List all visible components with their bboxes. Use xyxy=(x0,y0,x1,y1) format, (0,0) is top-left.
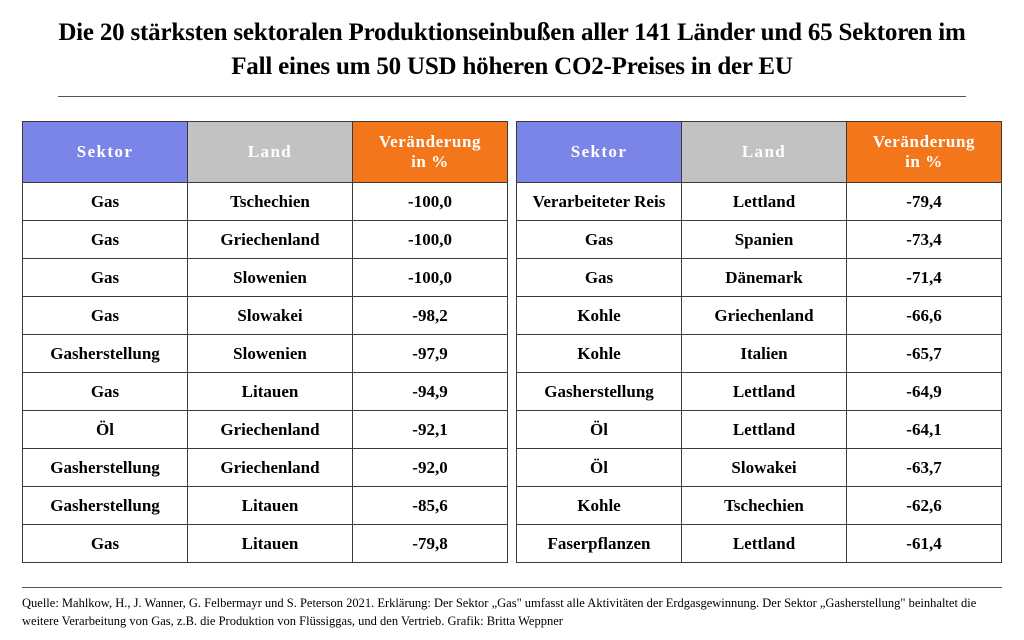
table-body-right xyxy=(517,183,1002,563)
header-row xyxy=(517,121,1002,183)
cell-veraenderung: -100,0 xyxy=(353,183,508,221)
cell-land: Tschechien xyxy=(188,183,353,221)
table-row xyxy=(23,487,508,525)
cell-sektor: Faserpflanzen xyxy=(517,525,682,563)
table-body-left xyxy=(23,183,508,563)
table-row xyxy=(23,335,508,373)
cell-sektor: Gas xyxy=(517,221,682,259)
cell-land: Slowakei xyxy=(682,449,847,487)
cell-veraenderung: -79,4 xyxy=(847,183,1002,221)
table-row xyxy=(517,259,1002,297)
table-row xyxy=(23,221,508,259)
cell-sektor: Gasherstellung xyxy=(23,335,188,373)
column-header-veraenderung-line1: Veränderung xyxy=(378,131,482,151)
cell-land: Griechenland xyxy=(188,221,353,259)
tables-container xyxy=(0,97,1024,564)
column-header-veraenderung-line1: Veränderung xyxy=(872,131,976,151)
cell-land: Griechenland xyxy=(188,449,353,487)
cell-land: Slowakei xyxy=(188,297,353,335)
cell-sektor: Gas xyxy=(23,183,188,221)
table-header-right xyxy=(517,121,1002,183)
source-footnote: Quelle: Mahlkow, H., J. Wanner, G. Felbermayr und S. Peterson 2021. Erklärung: Der Sektor „Gas" umfasst alle Aktivitäten der Erdgasgewinnung. Der Sektor „Gasherstellung" beinhaltet die weitere Verarbeitung von Gas, z.B. die Produktion von Flüssiggas, und den Vertrieb. Grafik: Britta Weppner xyxy=(22,595,977,628)
cell-sektor: Öl xyxy=(517,411,682,449)
cell-land: Griechenland xyxy=(682,297,847,335)
cell-sektor: Gas xyxy=(23,259,188,297)
cell-veraenderung: -94,9 xyxy=(353,373,508,411)
cell-sektor: Verarbeiteter Reis xyxy=(517,183,682,221)
cell-veraenderung: -85,6 xyxy=(353,487,508,525)
cell-veraenderung: -62,6 xyxy=(847,487,1002,525)
cell-veraenderung: -79,8 xyxy=(353,525,508,563)
cell-veraenderung: -65,7 xyxy=(847,335,1002,373)
cell-veraenderung: -61,4 xyxy=(847,525,1002,563)
cell-land: Litauen xyxy=(188,525,353,563)
cell-sektor: Gas xyxy=(23,221,188,259)
header-row xyxy=(23,121,508,183)
cell-land: Litauen xyxy=(188,487,353,525)
cell-veraenderung: -92,1 xyxy=(353,411,508,449)
cell-land: Lettland xyxy=(682,525,847,563)
footnote-divider xyxy=(22,587,1002,588)
cell-land: Slowenien xyxy=(188,259,353,297)
cell-sektor: Öl xyxy=(23,411,188,449)
table-row xyxy=(517,411,1002,449)
cell-sektor: Gas xyxy=(23,373,188,411)
cell-land: Spanien xyxy=(682,221,847,259)
cell-veraenderung: -100,0 xyxy=(353,221,508,259)
cell-land: Griechenland xyxy=(188,411,353,449)
table-header-left xyxy=(23,121,508,183)
column-header-sektor: Sektor xyxy=(517,121,682,183)
column-header-veraenderung xyxy=(353,121,508,183)
cell-sektor: Kohle xyxy=(517,297,682,335)
cell-land: Slowenien xyxy=(188,335,353,373)
table-row xyxy=(517,525,1002,563)
column-header-land: Land xyxy=(682,121,847,183)
cell-sektor: Gas xyxy=(23,525,188,563)
table-row xyxy=(517,373,1002,411)
cell-veraenderung: -92,0 xyxy=(353,449,508,487)
cell-veraenderung: -64,1 xyxy=(847,411,1002,449)
table-row xyxy=(517,221,1002,259)
cell-land: Litauen xyxy=(188,373,353,411)
table-row xyxy=(23,525,508,563)
cell-veraenderung: -98,2 xyxy=(353,297,508,335)
data-table-left xyxy=(22,121,508,564)
column-header-land: Land xyxy=(188,121,353,183)
cell-veraenderung: -71,4 xyxy=(847,259,1002,297)
cell-land: Lettland xyxy=(682,183,847,221)
cell-veraenderung: -63,7 xyxy=(847,449,1002,487)
data-table-right xyxy=(516,121,1002,564)
cell-veraenderung: -73,4 xyxy=(847,221,1002,259)
table-row xyxy=(23,449,508,487)
table-row xyxy=(23,183,508,221)
table-row xyxy=(23,259,508,297)
cell-land: Dänemark xyxy=(682,259,847,297)
cell-veraenderung: -97,9 xyxy=(353,335,508,373)
cell-sektor: Gas xyxy=(517,259,682,297)
cell-sektor: Gas xyxy=(23,297,188,335)
table-row xyxy=(517,487,1002,525)
column-header-veraenderung-line2: in % xyxy=(905,151,943,171)
table-row xyxy=(517,297,1002,335)
cell-land: Lettland xyxy=(682,373,847,411)
table-row xyxy=(23,297,508,335)
cell-veraenderung: -64,9 xyxy=(847,373,1002,411)
cell-sektor: Kohle xyxy=(517,335,682,373)
cell-veraenderung: -100,0 xyxy=(353,259,508,297)
table-row xyxy=(23,411,508,449)
table-row xyxy=(517,335,1002,373)
column-header-veraenderung-line2: in % xyxy=(411,151,449,171)
table-row xyxy=(517,449,1002,487)
cell-sektor: Gasherstellung xyxy=(23,449,188,487)
page-title: Die 20 stärksten sektoralen Produktionseinbußen aller 141 Länder und 65 Sektoren im Fall eines um 50 USD höheren CO2-Preises in der EU xyxy=(58,19,966,80)
column-header-veraenderung xyxy=(847,121,1002,183)
table-row xyxy=(23,373,508,411)
cell-sektor: Gasherstellung xyxy=(517,373,682,411)
table-row xyxy=(517,183,1002,221)
cell-sektor: Öl xyxy=(517,449,682,487)
cell-land: Tschechien xyxy=(682,487,847,525)
cell-land: Italien xyxy=(682,335,847,373)
column-header-sektor: Sektor xyxy=(23,121,188,183)
cell-land: Lettland xyxy=(682,411,847,449)
cell-sektor: Kohle xyxy=(517,487,682,525)
cell-veraenderung: -66,6 xyxy=(847,297,1002,335)
cell-sektor: Gasherstellung xyxy=(23,487,188,525)
